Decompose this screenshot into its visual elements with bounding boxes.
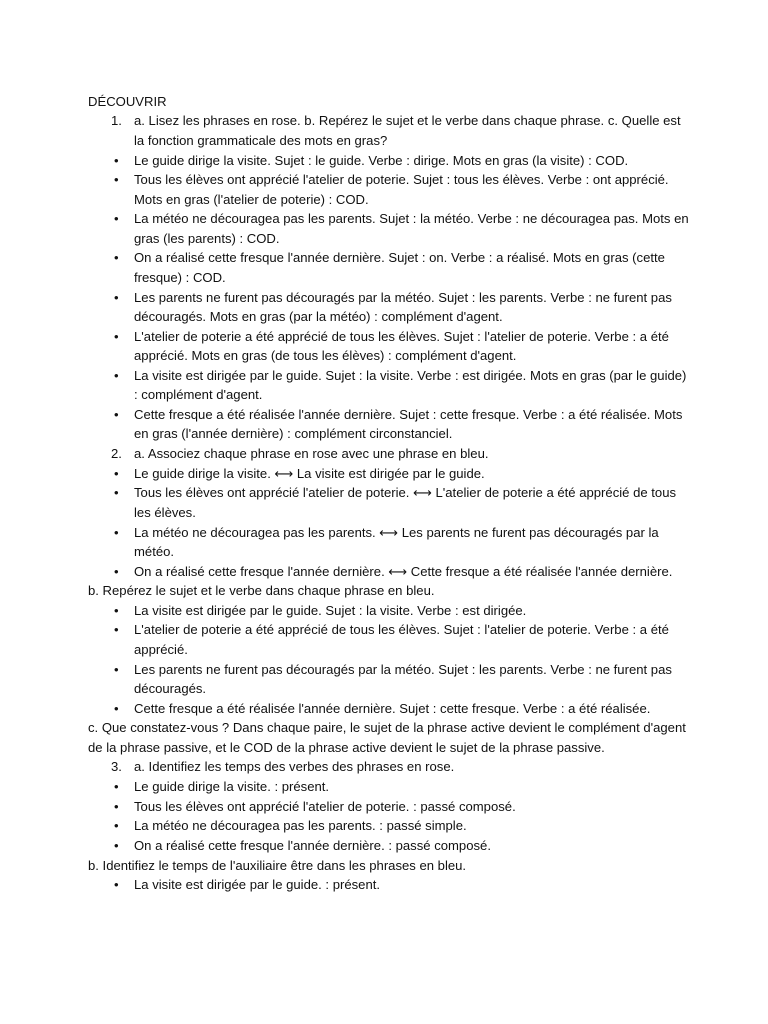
- bullet-item: [88, 327, 692, 366]
- item-text: La météo ne découragea pas les parents. : passé simple.: [134, 818, 467, 834]
- bullet-item: [88, 660, 692, 699]
- bullet-icon: •: [114, 877, 119, 893]
- item-text: On a réalisé cette fresque l'année dernière. : passé composé.: [134, 837, 491, 853]
- plain-paragraph: b. Identifiez le temps de l'auxiliaire être dans les phrases en bleu.: [88, 857, 467, 873]
- bullet-item: [88, 151, 692, 170]
- document-page: [88, 92, 692, 895]
- item-text: Tous les élèves ont apprécié l'atelier de poterie. Sujet : tous les élèves. Verbe : ont apprécié. Mots en gras (l'atelier de poterie) : COD.: [134, 172, 669, 207]
- plain-paragraph: c. Que constatez-vous ? Dans chaque paire, le sujet de la phrase active devient le complément d'agent de la phrase passive, et le COD de la phrase active devient le sujet de la phrase passive.: [88, 720, 686, 755]
- bullet-icon: •: [114, 798, 119, 814]
- item-text: L'atelier de poterie a été apprécié de tous les élèves. Sujet : l'atelier de poterie. Verbe : a été apprécié. Mots en gras (de tous les élèves) : complément d'agent.: [134, 328, 669, 364]
- item-text: Cette fresque a été réalisée l'année dernière. Sujet : cette fresque. Verbe : a été réalisée. Mots en gras (l'année dernière) : complément circonstanciel.: [134, 406, 683, 442]
- bullet-icon: •: [114, 328, 119, 344]
- item-text: On a réalisé cette fresque l'année dernière. Sujet : on. Verbe : a réalisé. Mots en gras (cette fresque) : COD.: [134, 250, 665, 285]
- document-content: [88, 111, 692, 894]
- bullet-icon: •: [114, 250, 119, 266]
- item-text: a. Associez chaque phrase en rose avec une phrase en bleu.: [134, 445, 489, 461]
- bullet-item: [88, 248, 692, 287]
- item-text: Le guide dirige la visite. ⟷ La visite est dirigée par le guide.: [134, 465, 485, 481]
- bullet-icon: •: [114, 700, 119, 716]
- list-number: 2.: [111, 445, 122, 461]
- bullet-icon: •: [114, 818, 119, 834]
- bullet-item: [88, 601, 692, 620]
- bullet-item: [88, 464, 692, 483]
- bullet-icon: •: [114, 152, 119, 168]
- item-text: Les parents ne furent pas découragés par la météo. Sujet : les parents. Verbe : ne furent pas découragés.: [134, 661, 672, 696]
- item-text: Les parents ne furent pas découragés par la météo. Sujet : les parents. Verbe : ne furent pas découragés. Mots en gras (par la météo) : complément d'agent.: [134, 289, 672, 324]
- bullet-icon: •: [114, 602, 119, 618]
- item-text: On a réalisé cette fresque l'année dernière. ⟷ Cette fresque a été réalisée l'année dernière.: [134, 563, 673, 579]
- item-text: Tous les élèves ont apprécié l'atelier de poterie. : passé composé.: [134, 798, 516, 814]
- item-text: Le guide dirige la visite. : présent.: [134, 778, 330, 794]
- item-text: La visite est dirigée par le guide. Sujet : la visite. Verbe : est dirigée. Mots en gras (par le guide) : complément d'agent.: [134, 367, 687, 403]
- item-text: La météo ne découragea pas les parents. ⟷ Les parents ne furent pas découragés par la météo.: [134, 524, 659, 559]
- item-text: L'atelier de poterie a été apprécié de tous les élèves. Sujet : l'atelier de poterie. Verbe : a été apprécié.: [134, 622, 669, 657]
- item-text: Cette fresque a été réalisée l'année dernière. Sujet : cette fresque. Verbe : a été réalisée.: [134, 700, 651, 716]
- bullet-icon: •: [114, 837, 119, 853]
- bullet-icon: •: [114, 524, 119, 540]
- bullet-item: [88, 836, 692, 855]
- item-text: La visite est dirigée par le guide. : présent.: [134, 877, 381, 893]
- numbered-item: [88, 757, 692, 776]
- item-text: Tous les élèves ont apprécié l'atelier de poterie. ⟷ L'atelier de poterie a été apprécié de tous les élèves.: [134, 485, 677, 520]
- list-number: 3.: [111, 759, 122, 775]
- document-heading: DÉCOUVRIR: [88, 94, 167, 109]
- item-text: a. Identifiez les temps des verbes des phrases en rose.: [134, 759, 455, 775]
- bullet-item: [88, 620, 692, 659]
- bullet-item: [88, 699, 692, 718]
- bullet-icon: •: [114, 172, 119, 188]
- bullet-icon: •: [114, 465, 119, 481]
- item-text: La visite est dirigée par le guide. Sujet : la visite. Verbe : est dirigée.: [134, 602, 527, 618]
- plain-paragraph: b. Repérez le sujet et le verbe dans chaque phrase en bleu.: [88, 583, 435, 599]
- numbered-item: [88, 111, 692, 150]
- bullet-item: [88, 875, 692, 894]
- bullet-icon: •: [114, 622, 119, 638]
- bullet-icon: •: [114, 367, 119, 383]
- bullet-icon: •: [114, 289, 119, 305]
- item-text: Le guide dirige la visite. Sujet : le guide. Verbe : dirige. Mots en gras (la visite) : COD.: [134, 152, 629, 168]
- bullet-item: [88, 523, 692, 562]
- bullet-item: [88, 209, 692, 248]
- bullet-item: [88, 816, 692, 835]
- bullet-item: [88, 777, 692, 796]
- bullet-item: [88, 797, 692, 816]
- bullet-icon: •: [114, 485, 119, 501]
- numbered-item: [88, 444, 692, 463]
- bullet-icon: •: [114, 563, 119, 579]
- bullet-icon: •: [114, 406, 119, 422]
- bullet-item: [88, 483, 692, 522]
- item-text: La météo ne découragea pas les parents. Sujet : la météo. Verbe : ne découragea pas. Mots en gras (les parents) : COD.: [134, 211, 689, 246]
- bullet-item: [88, 405, 692, 444]
- bullet-item: [88, 170, 692, 209]
- bullet-item: [88, 288, 692, 327]
- bullet-icon: •: [114, 211, 119, 227]
- bullet-icon: •: [114, 778, 119, 794]
- item-text: a. Lisez les phrases en rose. b. Repérez le sujet et le verbe dans chaque phrase. c. Quelle est la fonction grammaticale des mots en gras?: [134, 113, 681, 148]
- bullet-item: [88, 562, 692, 581]
- bullet-item: [88, 366, 692, 405]
- bullet-icon: •: [114, 661, 119, 677]
- list-number: 1.: [111, 113, 122, 129]
